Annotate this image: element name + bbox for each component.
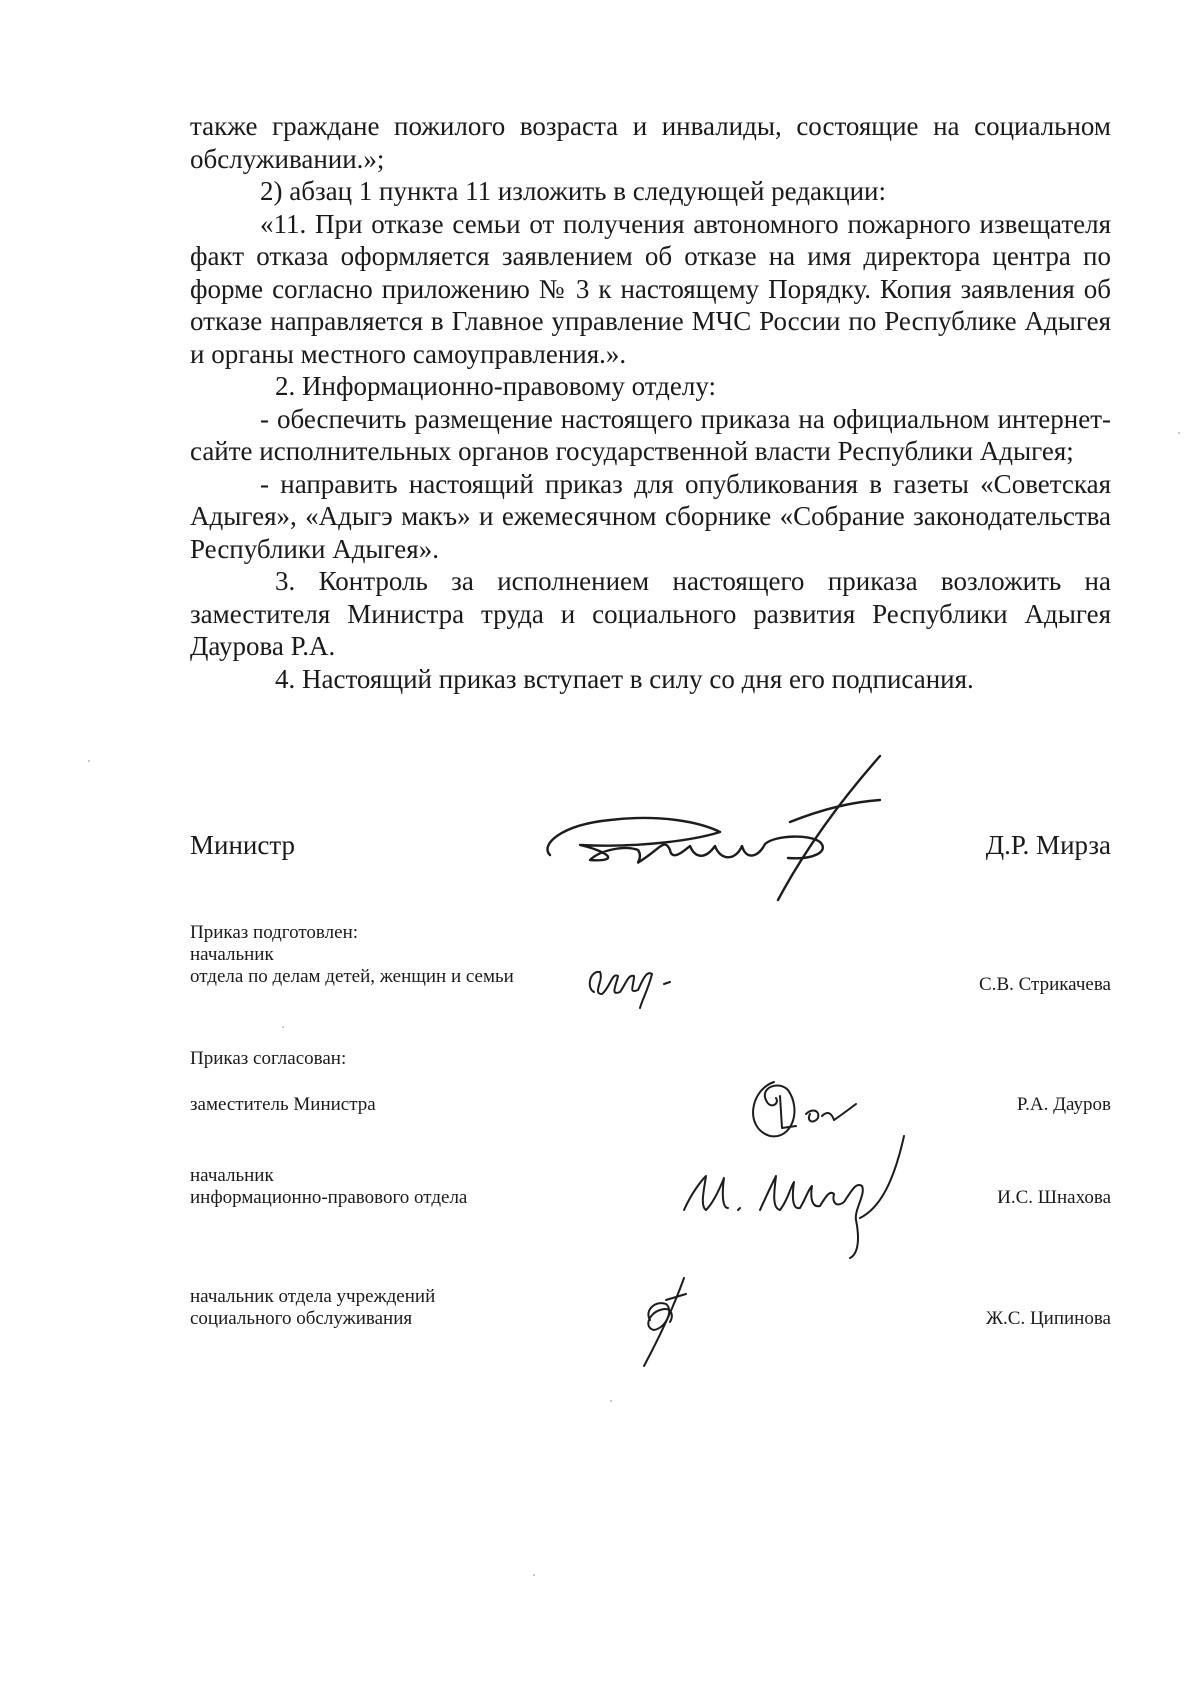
agreed-heading-row <box>190 1048 1111 1072</box>
document-body <box>190 110 1111 695</box>
agreed-item <box>190 1165 1111 1215</box>
paragraph: также граждане пожилого возраста и инвалиды, состоящие на социальном обслуживании.»; <box>190 111 1111 174</box>
agreed-item <box>190 1094 1111 1124</box>
prepared-heading: Приказ подготовлен: <box>190 922 359 943</box>
paragraph: 2) абзац 1 пункта 11 изложить в следующей редакции: <box>260 176 886 206</box>
agreed-name: Р.А. Дауров <box>1016 1094 1111 1115</box>
agreed-position: заместитель Министра <box>190 1094 376 1115</box>
prepared-signature-icon <box>580 950 690 1010</box>
scan-speck <box>282 1026 284 1028</box>
prepared-position: начальник <box>190 944 274 965</box>
prepared-position: отдела по делам детей, женщин и семьи <box>190 966 514 987</box>
paragraph: - обеспечить размещение настоящего приказа на официальном интернет-сайте исполнительных органов государственной власти Республики Адыгея; <box>190 403 1111 466</box>
agreed-signature-icon <box>630 1270 710 1370</box>
agreed-signature-icon <box>680 1130 920 1270</box>
agreed-position: начальник отдела учреждений <box>190 1286 436 1307</box>
paragraph: «11. При отказе семьи от получения автономного пожарного извещателя факт отказа оформляется заявлением об отказе на имя директора центра по форме согласно приложению № 3 к настоящему Порядку. Копия заявления об отказе направляется в Главное управление МЧС России по Республике Адыгея и органы местного самоуправления.». <box>190 208 1111 369</box>
minister-name: Д.Р. Мирза <box>985 830 1111 860</box>
agreed-position: социального обслуживания <box>190 1308 413 1329</box>
agreed-position: информационно-правового отдела <box>190 1187 468 1208</box>
minister-signature-icon <box>520 750 920 910</box>
agreed-name: И.С. Шнахова <box>997 1187 1111 1208</box>
paragraph: 3. Контроль за исполнением настоящего приказа возложить на заместителя Министра труда и социального развития Республики Адыгея Даурова Р.А. <box>190 566 1111 661</box>
paragraph: 2. Информационно-правовому отделу: <box>275 371 717 401</box>
scan-speck <box>533 1574 535 1576</box>
paragraph: 4. Настоящий приказ вступает в силу со дня его подписания. <box>275 663 974 694</box>
scan-speck <box>610 1400 612 1402</box>
scan-speck <box>88 760 90 762</box>
minister-title: Министр <box>190 830 295 860</box>
agreed-name: Ж.С. Ципинова <box>986 1308 1111 1329</box>
agreed-position: начальник <box>190 1165 274 1186</box>
scan-speck <box>1178 432 1180 434</box>
agreed-heading: Приказ согласован: <box>190 1048 347 1069</box>
paragraph: - направить настоящий приказ для опубликования в газеты «Советская Адыгея», «Адыгэ макъ» и ежемесячном сборнике «Собрание законодательства Республики Адыгея». <box>190 468 1111 564</box>
prepared-name: С.В. Стрикачева <box>979 974 1111 995</box>
